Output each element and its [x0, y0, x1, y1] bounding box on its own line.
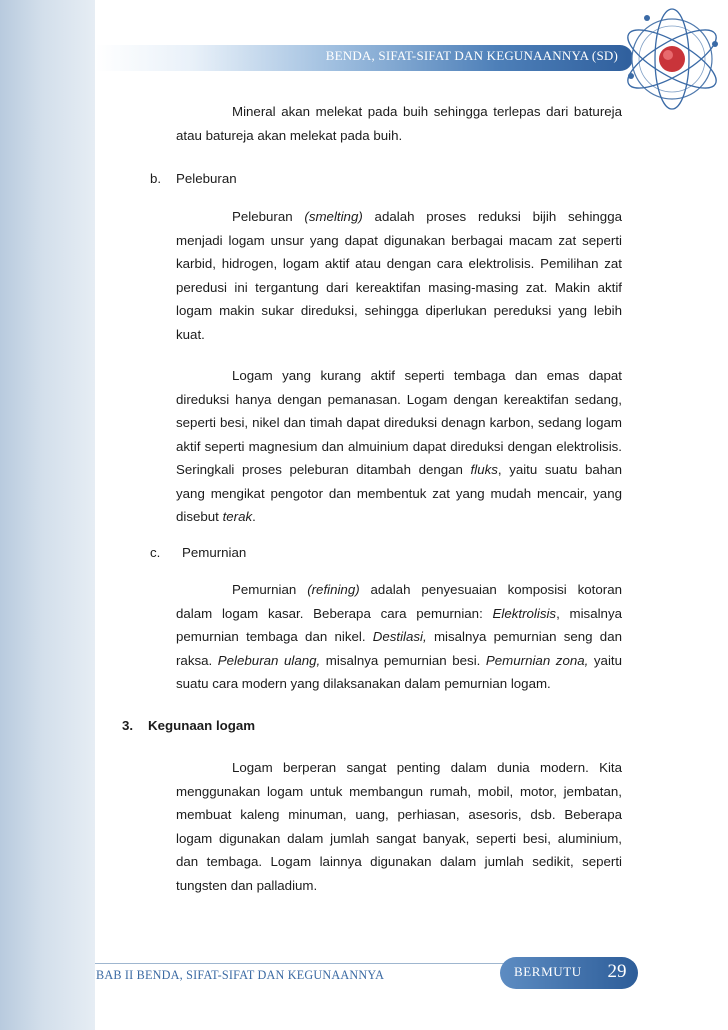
term-pemurnian-zona: Pemurnian zona, — [485, 652, 589, 668]
term-smelting: (smelting) — [304, 209, 363, 224]
paragraph-peleburan-1: Peleburan (smelting) adalah proses reduksi bijih sehingga menjadi logam unsur yang dapat digunakan berbagai macam zat seperti karbid, hidrogen, logam aktif atau dengan cara elektrolisis. Pemilihan zat peredusi ini tergantung dari kereaktifan masing-masing zat. Makin aktif logam makin sukar direduksi, sehingga diperlukan pereduksi yang lebih kuat. — [176, 209, 622, 342]
page-number: 29 — [607, 961, 627, 982]
paragraph-kegunaan-text: Logam berperan sangat penting dalam dunia modern. Kita menggunakan logam untuk membangun rumah, mobil, motor, jembatan, membuat kaleng minuman, uang, perhiasan, asesoris, dsb. Beberapa logam digunakan dalam jumlah sangat banyak, seperti besi, aluminium, dan tembaga. Logam lainnya digunakan dalam jumlah sedikit, seperti tungsten dan palladium. — [176, 760, 622, 893]
paragraph-kegunaan — [176, 756, 622, 897]
section-heading-kegunaan-logam: Kegunaan logam — [148, 718, 256, 733]
subheading-pemurnian: Pemurnian — [182, 545, 247, 560]
term-fluks: fluks — [470, 462, 498, 477]
subheading-peleburan: Peleburan — [176, 171, 237, 186]
footer-brand: BERMUTU — [514, 964, 582, 979]
list-letter-b: b. — [150, 171, 162, 186]
paragraph-pemurnian: Pemurnian (refining) adalah penyesuaian komposisi kotoran dalam logam kasar. Beberapa cara pemurnian: Elektrolisis, misalnya pemurnian tembaga dan nikel. Destilasi, misalnya pemurnian seng dan raksa. Peleburan ulang, misalnya pemurnian besi. Pemurnian zona, yaitu suatu cara modern yang dilaksanakan dalam pemurnian logam. — [176, 582, 622, 691]
atom-emblem-logo — [617, 4, 727, 114]
term-refining: (refining) — [307, 582, 360, 597]
term-destilasi: Destilasi, — [372, 629, 427, 644]
term-peleburan-ulang: Peleburan ulang, — [217, 652, 321, 668]
running-header-title: BENDA, SIFAT-SIFAT DAN KEGUNAANNYA (SD) — [325, 48, 618, 63]
paragraph-peleburan-2: Logam yang kurang aktif seperti tembaga dan emas dapat direduksi hanya dengan pemanasan. Logam dengan kereaktifan sedang, seperti besi, nikel dan timah dapat direduksi denagn karbon, sedang logam aktif seperti magnesium dan almuinium dapat direduksi dengan elektrolisis. Seringkali proses peleburan ditambah dengan fluks, yaitu suatu bahan yang mengikat pengotor dan membentuk zat yang mudah mencair, yang disebut terak. — [176, 368, 622, 524]
left-decorative-strip — [0, 0, 95, 1030]
list-letter-c: c. — [150, 545, 161, 560]
term-terak: terak — [222, 509, 253, 524]
paragraph-intro-text: Mineral akan melekat pada buih sehingga terlepas dari batureja atau batureja akan melekat pada buih. — [176, 104, 622, 143]
paragraph-intro — [176, 100, 622, 147]
term-elektrolisis: Elektrolisis — [492, 605, 557, 621]
footer-chapter-title: BAB II BENDA, SIFAT-SIFAT DAN KEGUNAANNYA — [96, 968, 385, 982]
section-number-3: 3. — [122, 718, 134, 733]
